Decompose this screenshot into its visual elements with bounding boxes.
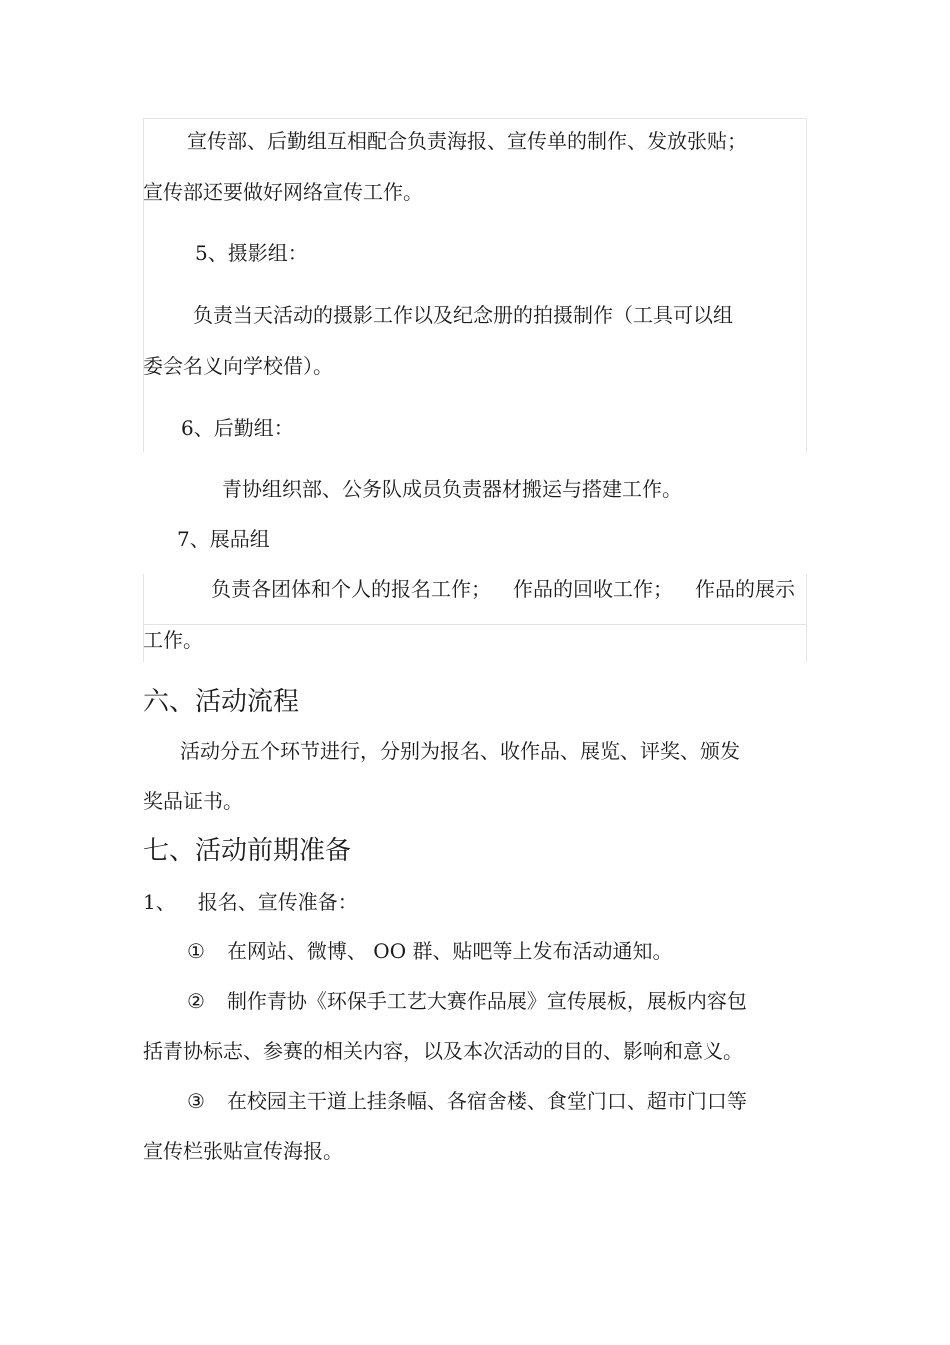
sub-item-1 xyxy=(187,938,672,964)
photo-group-title: 5、摄影组： xyxy=(195,241,308,265)
sub-item-1-text: 在网站、微博、 OO 群、贴吧等上发布活动通知。 xyxy=(226,939,673,963)
logistics-group-title: 6、后勤组： xyxy=(181,416,294,440)
sub-item-3-text: 在校园主干道上挂条幅、各宿舍楼、食堂门口、超市门口等 xyxy=(226,1089,747,1113)
exhibit-text-a: 负责各团体和个人的报名工作； xyxy=(211,577,491,601)
border-top-rule xyxy=(143,118,807,119)
sub-item-2-text: 制作青协《环保手工艺大赛作品展》宣传展板，展板内容包 xyxy=(226,989,747,1013)
border-right-rule-lower xyxy=(806,574,807,662)
section-6-line-1: 活动分五个环节进行，分别为报名、收作品、展览、评奖、颁发 xyxy=(180,739,740,763)
border-mid-rule xyxy=(143,624,807,625)
photo-group-line-1: 负责当天活动的摄影工作以及纪念册的拍摄制作（工具可以组 xyxy=(193,303,733,327)
border-left-rule xyxy=(143,118,144,452)
exhibit-group-line-2: 工作。 xyxy=(143,628,203,652)
publicity-line-2: 宣传部还要做好网络宣传工作。 xyxy=(143,180,423,204)
section-7-heading: 七、活动前期准备 xyxy=(143,836,352,866)
sub-item-3 xyxy=(187,1088,747,1114)
sub-item-2-line-2: 括青协标志、参赛的相关内容，以及本次活动的目的、影响和意义。 xyxy=(143,1039,743,1063)
exhibit-text-c: 作品的展示 xyxy=(695,577,795,601)
item-1-text: 报名、宣传准备： xyxy=(197,890,358,914)
exhibit-group-line-1 xyxy=(211,576,795,602)
exhibit-text-b: 作品的回收工作； xyxy=(513,577,673,601)
logistics-group-line-1: 青协组织部、公务队成员负责器材搬运与搭建工作。 xyxy=(222,477,682,501)
item-1-number: 1、 xyxy=(143,890,176,914)
sub-item-3-line-2: 宣传栏张贴宣传海报。 xyxy=(143,1139,343,1163)
photo-group-line-2: 委会名义向学校借）。 xyxy=(143,354,333,378)
sub-item-3-number: ③ xyxy=(187,1089,205,1113)
border-right-rule xyxy=(806,118,807,452)
section-6-line-2: 奖品证书。 xyxy=(143,789,243,813)
sub-item-2 xyxy=(187,988,747,1014)
exhibit-group-title: 7、展品组 xyxy=(177,527,270,551)
publicity-line-1: 宣传部、后勤组互相配合负责海报、宣传单的制作、发放张贴； xyxy=(187,129,747,153)
sub-item-1-number: ① xyxy=(187,939,205,963)
item-1-line xyxy=(143,889,358,915)
section-6-heading: 六、活动流程 xyxy=(143,687,300,717)
sub-item-2-number: ② xyxy=(187,989,205,1013)
